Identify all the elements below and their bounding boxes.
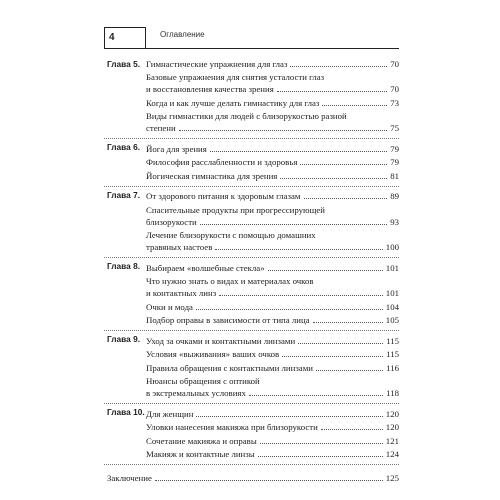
- page-number: 4: [104, 27, 146, 49]
- entry-page-number: 73: [390, 97, 399, 108]
- chapter-label: Глава 7.: [107, 189, 141, 200]
- entry-title: Нюансы обращения с оптикой: [146, 376, 260, 386]
- dot-leader: [290, 66, 387, 67]
- entry-title: Гимнастические упражнения для глаз: [146, 58, 288, 69]
- dot-leader: [215, 249, 382, 250]
- toc-entry[interactable]: [146, 408, 399, 420]
- entry-title: Макияж и контактные линзы: [146, 449, 255, 459]
- toc-entry[interactable]: [146, 301, 399, 313]
- chapter-label: Глава 9.: [107, 334, 141, 344]
- chapter-block: [104, 331, 399, 404]
- entry-page-number: 100: [385, 242, 399, 252]
- entry-page-number: 105: [385, 315, 399, 325]
- dot-leader: [316, 370, 383, 371]
- dot-leader: [280, 178, 387, 179]
- entry-page-number: 70: [390, 58, 399, 69]
- entry-title: и контактных линз: [146, 288, 217, 298]
- toc-entry[interactable]: [146, 97, 399, 109]
- dot-leader: [321, 429, 383, 430]
- entry-page-number: 79: [390, 157, 399, 167]
- chapter-label: Глава 10.: [107, 407, 145, 417]
- chapter-block: [104, 404, 399, 465]
- entry-title: Сочетание макияжа и оправы: [146, 435, 257, 446]
- dot-leader: [249, 395, 383, 396]
- dot-leader: [155, 480, 383, 481]
- dot-leader: [300, 164, 387, 165]
- dot-leader: [196, 309, 383, 310]
- entry-title: Когда и как лучше делать гимнастику для глаз: [146, 97, 320, 108]
- dot-leader: [200, 224, 387, 225]
- dot-leader: [258, 456, 383, 457]
- entry-title: Условия «выживания» ваших очков: [146, 349, 280, 359]
- entry-title: Йога для зрения: [146, 143, 207, 154]
- dot-leader: [282, 356, 383, 357]
- entry-page-number: 118: [386, 388, 399, 398]
- entry-page-number: 89: [390, 191, 399, 201]
- entry-title: От здорового питания к здоровым глазам: [146, 191, 301, 201]
- entry-page-number: 79: [390, 143, 399, 154]
- conclusion-page-number: 125: [385, 473, 399, 483]
- entry-title: близорукости: [146, 216, 197, 227]
- toc-entry[interactable]: [146, 110, 399, 134]
- entry-page-number: 75: [390, 123, 399, 133]
- toc-entry[interactable]: [146, 229, 399, 253]
- entry-page-number: 121: [385, 435, 399, 446]
- entry-page-number: 104: [385, 301, 399, 312]
- page-header: [104, 27, 399, 49]
- dot-leader: [196, 416, 382, 417]
- chapter-block: [104, 58, 399, 140]
- chapter-label: Глава 8.: [107, 261, 141, 271]
- toc-entry[interactable]: [146, 262, 399, 274]
- entry-page-number: 93: [390, 216, 399, 227]
- entry-title: Очки и мода: [146, 301, 193, 312]
- chapter-label: Глава 5.: [107, 58, 141, 69]
- toc-entry[interactable]: [146, 156, 399, 168]
- chapter-label: Глава 6.: [107, 142, 141, 152]
- toc-entry[interactable]: [146, 421, 399, 433]
- toc-entry[interactable]: [146, 375, 399, 399]
- entry-title: Для женщин: [146, 408, 194, 419]
- entry-title: Подбор оправы в зависимости от типа лица: [146, 315, 310, 325]
- entry-page-number: 120: [385, 422, 399, 432]
- entry-title: Виды гимнастики для людей с близорукостью разной: [146, 111, 347, 121]
- entry-title: Уход за очками и контактными линзами: [146, 335, 296, 346]
- dot-leader: [313, 322, 383, 323]
- entry-page-number: 124: [385, 449, 399, 459]
- entry-title: Йогическая гимнастика для зрения: [146, 170, 278, 181]
- entry-page-number: 101: [385, 288, 399, 298]
- toc-entry[interactable]: [146, 362, 399, 374]
- toc-entry[interactable]: [146, 348, 399, 360]
- dot-leader: [298, 343, 383, 344]
- running-title: Оглавление: [160, 30, 205, 39]
- entry-title: в экстремальных условиях: [146, 388, 246, 398]
- toc-entry[interactable]: [146, 335, 399, 347]
- entry-title: Правила обращения с контактными линзами: [146, 362, 313, 373]
- toc-entry[interactable]: [146, 275, 399, 299]
- entry-page-number: 116: [386, 362, 399, 373]
- chapter-block: [104, 139, 399, 187]
- entry-title: и восстановления качества зрения: [146, 84, 274, 94]
- dot-leader: [210, 151, 387, 152]
- toc-entry-conclusion[interactable]: [104, 472, 399, 484]
- entry-page-number: 81: [390, 170, 399, 181]
- chapter-block: [104, 187, 399, 259]
- toc-entry[interactable]: [146, 58, 399, 70]
- chapter-block: [104, 258, 399, 331]
- dot-leader: [277, 91, 387, 92]
- toc-entry[interactable]: [146, 448, 399, 460]
- entry-title: Философия расслабленности и здоровья: [146, 157, 298, 167]
- dot-leader: [304, 198, 388, 199]
- entry-title: Лечение близорукости с помощью домашних: [146, 230, 316, 240]
- entry-title: Спасительные продукты при прогрессирующей: [146, 204, 326, 215]
- table-of-contents: [104, 56, 399, 484]
- dot-leader: [219, 295, 383, 296]
- dot-leader: [260, 443, 383, 444]
- entry-title: степени: [146, 123, 176, 133]
- dot-leader: [268, 270, 383, 271]
- dot-leader: [322, 105, 387, 106]
- dot-leader: [179, 130, 388, 131]
- entry-title: Базовые упражнения для снятия усталости глаз: [146, 72, 325, 82]
- entry-title: Уловки нанесения макияжа при близорукости: [146, 422, 318, 432]
- toc-entry[interactable]: [146, 71, 399, 95]
- entry-page-number: 115: [386, 335, 399, 346]
- toc-entry[interactable]: [146, 143, 399, 155]
- entry-title: Что нужно знать о видах и материалах очков: [146, 276, 314, 286]
- entry-page-number: 115: [386, 349, 399, 359]
- toc-entry[interactable]: [146, 204, 399, 228]
- header-rule: [146, 48, 399, 49]
- entry-title: Выбираем «волшебные стекла»: [146, 262, 265, 273]
- toc-entry[interactable]: [146, 314, 399, 326]
- entry-page-number: 70: [390, 84, 399, 94]
- toc-entry[interactable]: [146, 170, 399, 182]
- toc-entry[interactable]: [146, 190, 399, 202]
- entry-page-number: 101: [385, 262, 399, 273]
- entry-page-number: 120: [385, 408, 399, 419]
- conclusion-title: Заключение: [107, 473, 152, 483]
- toc-entry[interactable]: [146, 435, 399, 447]
- entry-title: травяных настоев: [146, 242, 213, 252]
